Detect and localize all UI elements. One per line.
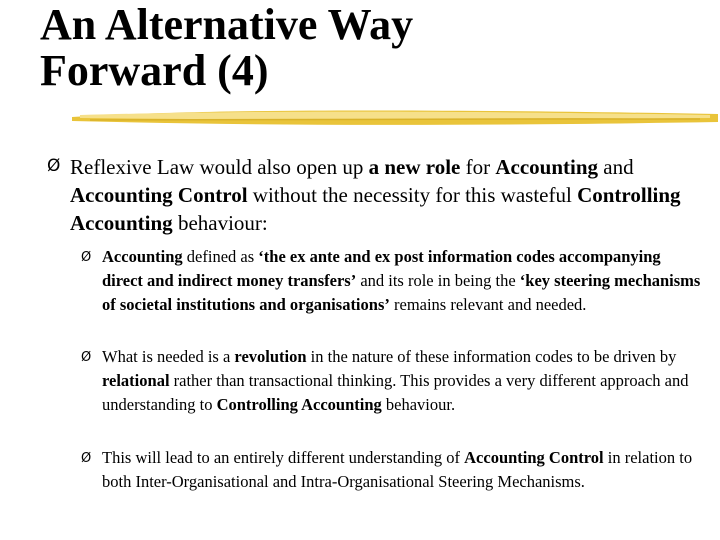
sub-bullet-2-run: rather than transactional thinking. This provides a very different approach and understanding to bbox=[102, 371, 689, 414]
main-bullet-run: a new role bbox=[368, 155, 461, 179]
title-line-1: An Alternative Way bbox=[40, 0, 414, 49]
slide-title bbox=[40, 2, 700, 94]
main-bullet-run: Controlling Accounting bbox=[70, 183, 681, 235]
title-underline-brush bbox=[70, 104, 720, 130]
sub-bullet-2-run: What is needed is a bbox=[102, 347, 235, 366]
sub-bullet-1-run: ‘key steering mechanisms of societal institutions and organisations’ bbox=[102, 271, 701, 314]
main-bullet-run: behaviour: bbox=[172, 211, 268, 235]
title-line-2: Forward (4) bbox=[40, 46, 269, 95]
sub-bullet-1-text bbox=[102, 245, 702, 317]
sub-bullet-3-text bbox=[102, 446, 702, 494]
sub-bullet-2-text bbox=[102, 345, 702, 417]
sub-bullet-arrow-icon: Ø bbox=[81, 451, 92, 466]
sub-bullet-2-run: Controlling Accounting bbox=[216, 395, 382, 414]
main-bullet-run: Accounting Control bbox=[70, 183, 248, 207]
main-bullet-run: for bbox=[460, 155, 496, 179]
sub-bullet-arrow-icon: Ø bbox=[81, 250, 92, 265]
sub-bullet-1-run: ‘the ex ante and ex post information codes accompanying direct and indirect money transfers’ bbox=[102, 247, 661, 290]
sub-bullet-1-run: Accounting bbox=[102, 247, 183, 266]
sub-bullet-1-run: and its role in being the bbox=[356, 271, 520, 290]
main-bullet-run: Accounting bbox=[495, 155, 599, 179]
sub-bullet-3-run: This will lead to an entirely different understanding of bbox=[102, 448, 465, 467]
sub-bullet-1-run: remains relevant and needed. bbox=[389, 295, 587, 314]
sub-bullet-arrow-icon: Ø bbox=[81, 350, 92, 365]
main-bullet-arrow-icon: Ø bbox=[47, 156, 61, 176]
sub-bullet-1-run: defined as bbox=[182, 247, 259, 266]
main-bullet-run: and bbox=[598, 155, 634, 179]
sub-bullet-3-run: Accounting Control bbox=[464, 448, 604, 467]
sub-bullet-2-run: relational bbox=[102, 371, 170, 390]
main-bullet-text bbox=[70, 153, 690, 237]
sub-bullet-2-run: revolution bbox=[234, 347, 307, 366]
sub-bullet-2-run: in the nature of these information codes to be driven by bbox=[306, 347, 677, 366]
main-bullet-run: Reflexive Law would also open up bbox=[70, 155, 369, 179]
sub-bullet-2-run: behaviour. bbox=[381, 395, 456, 414]
sub-bullet-3-run: in relation to both Inter-Organisational and Intra-Organisational Steering Mechanisms. bbox=[102, 448, 693, 491]
main-bullet-run: without the necessity for this wasteful bbox=[247, 183, 578, 207]
